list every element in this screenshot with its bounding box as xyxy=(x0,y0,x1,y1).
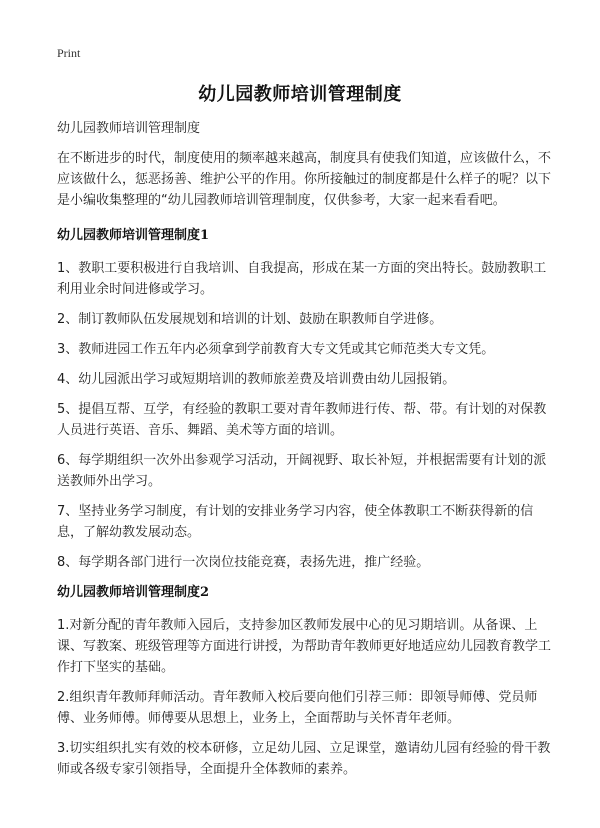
section-1-item: 7、坚持业务学习制度，有计划的安排业务学习内容，使全体教职工不断获得新的信息，了解幼教发展动态。 xyxy=(57,504,534,540)
print-label: Print xyxy=(57,46,81,60)
section-2-item: 1.对新分配的青年教师入园后，支持参加区教师发展中心的见习期培训。从备课、上课、写教案、班级管理等方面进行讲授，为帮助青年教师更好地适应幼儿园教育教学工作打下坚实的基础。 xyxy=(57,618,552,675)
section-1-item: 5、提倡互帮、互学，有经验的教职工要对青年教师进行传、帮、带。有计划的对保教人员进行英语、音乐、舞蹈、美术等方面的培训。 xyxy=(57,402,547,438)
section-1-heading: 幼儿园教师培训管理制度1 xyxy=(57,228,210,243)
section-1-item: 8、每学期各部门进行一次岗位技能竞赛，表扬先进，推广经验。 xyxy=(57,555,430,570)
section-1-item: 2、制订教师队伍发展规划和培训的计划、鼓励在职教师自学进修。 xyxy=(57,312,443,327)
section-2-item: 3.切实组织扎实有效的校本研修，立足幼儿园、立足课堂，邀请幼儿园有经验的骨干教师或各级专家引领指导，全面提升全体教师的素养。 xyxy=(57,741,551,777)
section-1-item: 1、教职工要积极进行自我培训、自我提高，形成在某一方面的突出特长。鼓励教职工利用业余时间进修或学习。 xyxy=(57,261,547,297)
section-1-item: 3、教师进园工作五年内必须拿到学前教育大专文凭或其它师范类大专文凭。 xyxy=(57,342,495,357)
intro-paragraph: 在不断进步的时代，制度使用的频率越来越高，制度具有使我们知道，应该做什么，不应该做什么，惩恶扬善、维护公平的作用。你所接触过的制度都是什么样子的呢？以下是小编收集整理的“幼儿园教师培训管理制度，仅供参考，大家一起来看看吧。 xyxy=(57,151,552,208)
section-1-item: 4、幼儿园派出学习或短期培训的教师旅差费及培训费由幼儿园报销。 xyxy=(57,372,456,387)
document-subtitle: 幼儿园教师培训管理制度 xyxy=(57,121,201,136)
section-1-item: 6、每学期组织一次外出参观学习活动，开阔视野、取长补短，并根据需要有计划的派送教师外出学习。 xyxy=(57,453,547,489)
section-2-heading: 幼儿园教师培训管理制度2 xyxy=(57,585,210,600)
section-2-item: 2.组织青年教师拜师活动。青年教师入校后要向他们引荐三师：即领导师傅、党员师傅、业务师傅。师傅要从思想上，业务上，全面帮助与关怀青年老师。 xyxy=(57,690,538,726)
page-title: 幼儿园教师培训管理制度 xyxy=(198,84,402,105)
document-body xyxy=(57,118,557,789)
